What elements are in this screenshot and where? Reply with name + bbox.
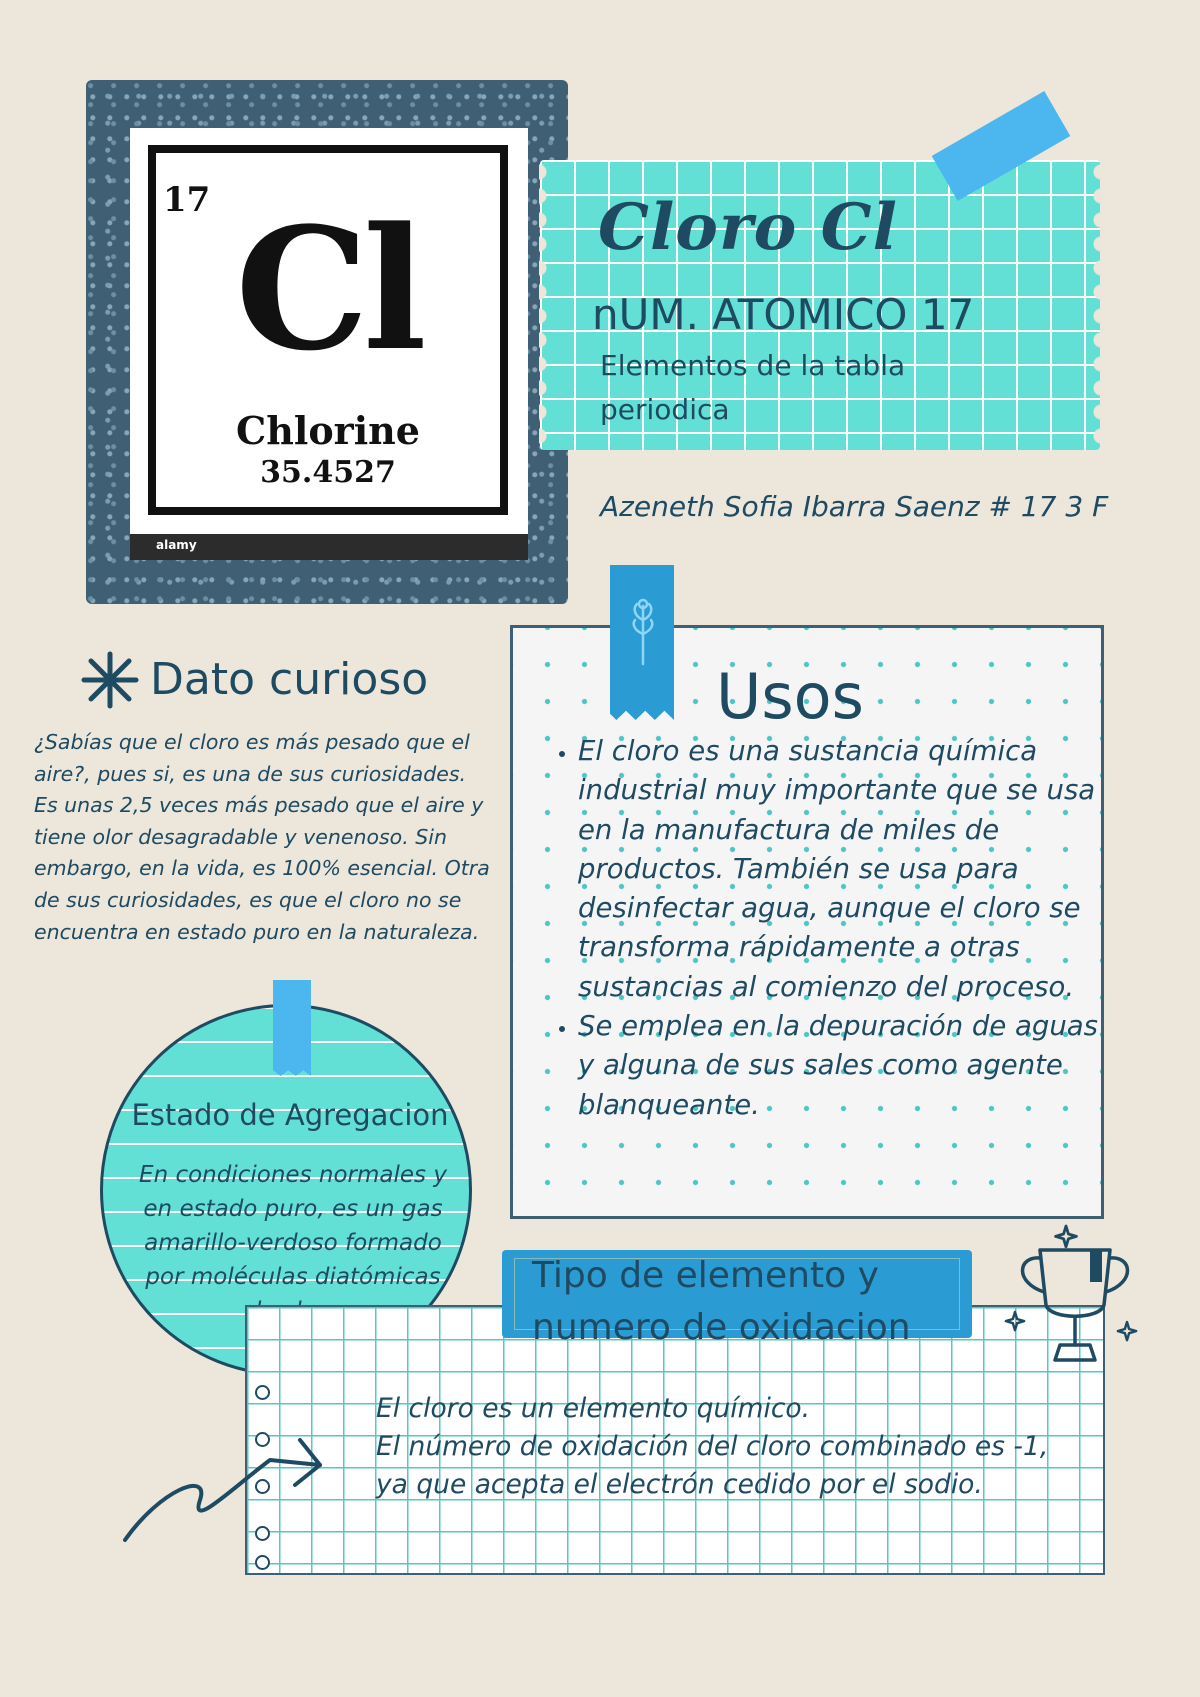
notebook-hole bbox=[255, 1555, 270, 1570]
estado-heading: Estado de Agregacion bbox=[131, 1098, 449, 1132]
usos-heading: Usos bbox=[716, 660, 864, 733]
notebook-hole bbox=[255, 1385, 270, 1400]
element-symbol: Cl bbox=[235, 190, 421, 388]
tipo-line-2: El número de oxidación del cloro combinado es -1, ya que acepta el electrón cedido por el sodio. bbox=[376, 1431, 1049, 1500]
asterisk-icon bbox=[78, 648, 142, 712]
curved-arrow-icon bbox=[120, 1430, 330, 1550]
list-item: • Se emplea en la depuración de aguas y alguna de sus sales como agente blanqueante. bbox=[578, 1007, 1118, 1125]
curioso-heading: Dato curioso bbox=[150, 654, 429, 705]
tipo-line-1: El cloro es un elemento químico. bbox=[376, 1393, 811, 1424]
trophy-icon bbox=[1000, 1220, 1150, 1390]
page-subtitle: Elementos de la tabla periodica bbox=[600, 349, 906, 426]
tipo-paragraph bbox=[376, 1390, 1056, 1504]
element-atomic-mass: 35.4527 bbox=[260, 455, 396, 490]
tipo-heading: Tipo de elemento y numero de oxidacion bbox=[532, 1255, 911, 1348]
tape-decoration bbox=[273, 980, 311, 1076]
page-title: Cloro Cl bbox=[598, 190, 898, 265]
list-item: • El cloro es una sustancia química industrial muy importante que se usa en la manufactura de miles de productos. También se usa para desinfectar agua, aunque el cloro se transforma rápidamente a otras sustancias al comienzo del proceso. bbox=[578, 732, 1118, 1007]
element-atomic-number: 17 bbox=[163, 180, 211, 220]
curioso-paragraph: ¿Sabías que el cloro es más pesado que el aire?, pues si, es una de sus curiosidades. Es unas 2,5 veces más pesado que el aire y tiene olor desagradable y venenoso. Sin embargo, en la vida, es 100% esencial. Otra de sus curiosidades, es que el cloro no se encuentra en estado puro en la naturaleza. bbox=[34, 730, 490, 944]
leaf-icon bbox=[628, 598, 658, 668]
element-name: Chlorine bbox=[236, 408, 420, 453]
watermark-text: alamy bbox=[156, 538, 197, 552]
author-line: Azeneth Sofia Ibarra Saenz # 17 3 F bbox=[600, 490, 1109, 523]
estado-paragraph: En condiciones normales y en estado puro, es un gas amarillo-verdoso formado por moléculas diatómicas bbox=[139, 1162, 447, 1290]
atomic-number-heading: nUM. ATOMICO 17 bbox=[592, 290, 975, 339]
usos-list bbox=[548, 732, 1118, 1125]
